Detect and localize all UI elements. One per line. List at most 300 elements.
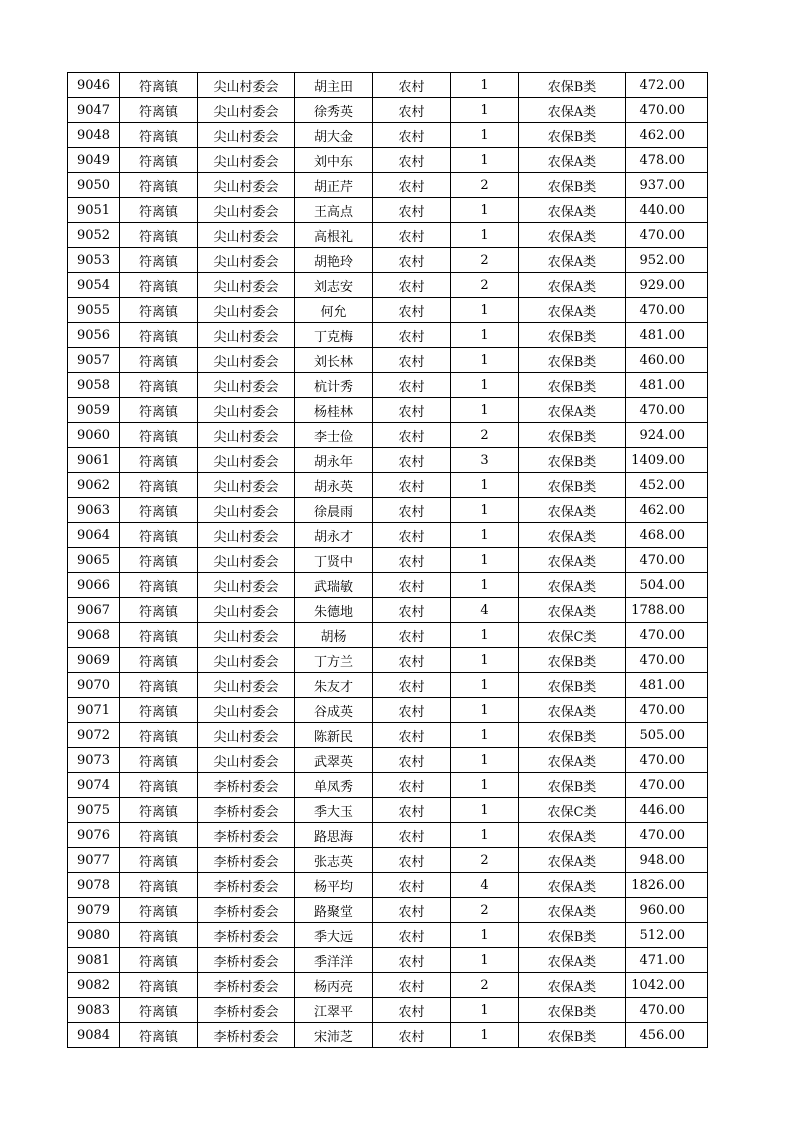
amount-cell: 481.00 xyxy=(626,673,708,698)
amount-cell: 472.00 xyxy=(626,73,708,98)
name-cell: 胡主田 xyxy=(295,73,373,98)
town-cell: 符离镇 xyxy=(120,373,198,398)
village-committee-cell: 李桥村委会 xyxy=(198,798,295,823)
category-cell: 农保B类 xyxy=(519,773,626,798)
amount-cell: 505.00 xyxy=(626,723,708,748)
area-type-cell: 农村 xyxy=(373,423,451,448)
table-row xyxy=(68,248,708,273)
town-cell: 符离镇 xyxy=(120,223,198,248)
village-committee-cell: 李桥村委会 xyxy=(198,1023,295,1048)
table-row xyxy=(68,698,708,723)
table-row xyxy=(68,898,708,923)
row-number-cell: 9064 xyxy=(68,523,120,548)
category-cell: 农保C类 xyxy=(519,798,626,823)
household-size-cell: 1 xyxy=(451,1023,519,1048)
row-number-cell: 9082 xyxy=(68,973,120,998)
data-table xyxy=(67,72,708,1048)
row-number-cell: 9047 xyxy=(68,98,120,123)
table-row xyxy=(68,98,708,123)
household-size-cell: 1 xyxy=(451,348,519,373)
table-row xyxy=(68,998,708,1023)
area-type-cell: 农村 xyxy=(373,173,451,198)
table-row xyxy=(68,448,708,473)
household-size-cell: 2 xyxy=(451,898,519,923)
row-number-cell: 9054 xyxy=(68,273,120,298)
category-cell: 农保B类 xyxy=(519,673,626,698)
household-size-cell: 1 xyxy=(451,223,519,248)
town-cell: 符离镇 xyxy=(120,173,198,198)
household-size-cell: 1 xyxy=(451,623,519,648)
category-cell: 农保A类 xyxy=(519,148,626,173)
village-committee-cell: 李桥村委会 xyxy=(198,898,295,923)
household-size-cell: 2 xyxy=(451,173,519,198)
amount-cell: 481.00 xyxy=(626,373,708,398)
row-number-cell: 9063 xyxy=(68,498,120,523)
category-cell: 农保B类 xyxy=(519,348,626,373)
area-type-cell: 农村 xyxy=(373,348,451,373)
amount-cell: 440.00 xyxy=(626,198,708,223)
row-number-cell: 9055 xyxy=(68,298,120,323)
household-size-cell: 3 xyxy=(451,448,519,473)
household-size-cell: 1 xyxy=(451,148,519,173)
name-cell: 徐秀英 xyxy=(295,98,373,123)
household-size-cell: 1 xyxy=(451,648,519,673)
amount-cell: 512.00 xyxy=(626,923,708,948)
town-cell: 符离镇 xyxy=(120,123,198,148)
village-committee-cell: 李桥村委会 xyxy=(198,823,295,848)
row-number-cell: 9071 xyxy=(68,698,120,723)
amount-cell: 471.00 xyxy=(626,948,708,973)
amount-cell: 470.00 xyxy=(626,648,708,673)
amount-cell: 462.00 xyxy=(626,123,708,148)
name-cell: 李士俭 xyxy=(295,423,373,448)
household-size-cell: 1 xyxy=(451,498,519,523)
table-row xyxy=(68,748,708,773)
area-type-cell: 农村 xyxy=(373,973,451,998)
category-cell: 农保A类 xyxy=(519,898,626,923)
row-number-cell: 9076 xyxy=(68,823,120,848)
table-body xyxy=(68,73,708,1048)
name-cell: 胡正芹 xyxy=(295,173,373,198)
town-cell: 符离镇 xyxy=(120,848,198,873)
area-type-cell: 农村 xyxy=(373,748,451,773)
table-row xyxy=(68,198,708,223)
row-number-cell: 9077 xyxy=(68,848,120,873)
name-cell: 胡永年 xyxy=(295,448,373,473)
town-cell: 符离镇 xyxy=(120,998,198,1023)
name-cell: 杭计秀 xyxy=(295,373,373,398)
household-size-cell: 2 xyxy=(451,848,519,873)
category-cell: 农保B类 xyxy=(519,723,626,748)
name-cell: 武瑞敏 xyxy=(295,573,373,598)
category-cell: 农保A类 xyxy=(519,948,626,973)
row-number-cell: 9050 xyxy=(68,173,120,198)
area-type-cell: 农村 xyxy=(373,823,451,848)
village-committee-cell: 李桥村委会 xyxy=(198,773,295,798)
row-number-cell: 9079 xyxy=(68,898,120,923)
row-number-cell: 9048 xyxy=(68,123,120,148)
household-size-cell: 1 xyxy=(451,773,519,798)
town-cell: 符离镇 xyxy=(120,1023,198,1048)
amount-cell: 470.00 xyxy=(626,623,708,648)
table-row xyxy=(68,123,708,148)
household-size-cell: 1 xyxy=(451,573,519,598)
amount-cell: 446.00 xyxy=(626,798,708,823)
table-row xyxy=(68,948,708,973)
category-cell: 农保A类 xyxy=(519,498,626,523)
area-type-cell: 农村 xyxy=(373,223,451,248)
household-size-cell: 1 xyxy=(451,823,519,848)
name-cell: 胡永英 xyxy=(295,473,373,498)
table-row xyxy=(68,348,708,373)
row-number-cell: 9051 xyxy=(68,198,120,223)
village-committee-cell: 尖山村委会 xyxy=(198,198,295,223)
town-cell: 符离镇 xyxy=(120,473,198,498)
row-number-cell: 9075 xyxy=(68,798,120,823)
town-cell: 符离镇 xyxy=(120,423,198,448)
town-cell: 符离镇 xyxy=(120,598,198,623)
name-cell: 季洋洋 xyxy=(295,948,373,973)
amount-cell: 470.00 xyxy=(626,223,708,248)
area-type-cell: 农村 xyxy=(373,448,451,473)
table-row xyxy=(68,573,708,598)
village-committee-cell: 李桥村委会 xyxy=(198,873,295,898)
household-size-cell: 2 xyxy=(451,248,519,273)
area-type-cell: 农村 xyxy=(373,323,451,348)
table-row xyxy=(68,823,708,848)
row-number-cell: 9052 xyxy=(68,223,120,248)
table-row xyxy=(68,548,708,573)
category-cell: 农保B类 xyxy=(519,123,626,148)
table-row xyxy=(68,373,708,398)
name-cell: 张志英 xyxy=(295,848,373,873)
row-number-cell: 9067 xyxy=(68,598,120,623)
category-cell: 农保B类 xyxy=(519,373,626,398)
area-type-cell: 农村 xyxy=(373,773,451,798)
category-cell: 农保A类 xyxy=(519,223,626,248)
amount-cell: 1409.00 xyxy=(626,448,708,473)
table-row xyxy=(68,873,708,898)
category-cell: 农保A类 xyxy=(519,248,626,273)
table-row xyxy=(68,398,708,423)
village-committee-cell: 尖山村委会 xyxy=(198,148,295,173)
area-type-cell: 农村 xyxy=(373,248,451,273)
town-cell: 符离镇 xyxy=(120,548,198,573)
household-size-cell: 1 xyxy=(451,373,519,398)
town-cell: 符离镇 xyxy=(120,498,198,523)
row-number-cell: 9062 xyxy=(68,473,120,498)
town-cell: 符离镇 xyxy=(120,248,198,273)
household-size-cell: 1 xyxy=(451,948,519,973)
category-cell: 农保A类 xyxy=(519,548,626,573)
category-cell: 农保A类 xyxy=(519,748,626,773)
household-size-cell: 1 xyxy=(451,923,519,948)
table-row xyxy=(68,498,708,523)
area-type-cell: 农村 xyxy=(373,673,451,698)
table-row xyxy=(68,973,708,998)
village-committee-cell: 尖山村委会 xyxy=(198,623,295,648)
row-number-cell: 9049 xyxy=(68,148,120,173)
table-row xyxy=(68,73,708,98)
household-size-cell: 1 xyxy=(451,323,519,348)
village-committee-cell: 尖山村委会 xyxy=(198,648,295,673)
category-cell: 农保A类 xyxy=(519,398,626,423)
name-cell: 谷成英 xyxy=(295,698,373,723)
area-type-cell: 农村 xyxy=(373,848,451,873)
town-cell: 符离镇 xyxy=(120,873,198,898)
amount-cell: 478.00 xyxy=(626,148,708,173)
category-cell: 农保A类 xyxy=(519,298,626,323)
area-type-cell: 农村 xyxy=(373,648,451,673)
village-committee-cell: 尖山村委会 xyxy=(198,73,295,98)
area-type-cell: 农村 xyxy=(373,573,451,598)
town-cell: 符离镇 xyxy=(120,673,198,698)
table-row xyxy=(68,473,708,498)
amount-cell: 1042.00 xyxy=(626,973,708,998)
town-cell: 符离镇 xyxy=(120,348,198,373)
table-row xyxy=(68,148,708,173)
name-cell: 路聚堂 xyxy=(295,898,373,923)
village-committee-cell: 尖山村委会 xyxy=(198,98,295,123)
household-size-cell: 4 xyxy=(451,598,519,623)
amount-cell: 1826.00 xyxy=(626,873,708,898)
row-number-cell: 9083 xyxy=(68,998,120,1023)
name-cell: 季大玉 xyxy=(295,798,373,823)
area-type-cell: 农村 xyxy=(373,298,451,323)
table-row xyxy=(68,523,708,548)
town-cell: 符离镇 xyxy=(120,198,198,223)
row-number-cell: 9057 xyxy=(68,348,120,373)
town-cell: 符离镇 xyxy=(120,98,198,123)
area-type-cell: 农村 xyxy=(373,198,451,223)
village-committee-cell: 尖山村委会 xyxy=(198,323,295,348)
row-number-cell: 9084 xyxy=(68,1023,120,1048)
household-size-cell: 1 xyxy=(451,98,519,123)
household-size-cell: 1 xyxy=(451,673,519,698)
name-cell: 胡杨 xyxy=(295,623,373,648)
row-number-cell: 9046 xyxy=(68,73,120,98)
name-cell: 徐晨雨 xyxy=(295,498,373,523)
town-cell: 符离镇 xyxy=(120,698,198,723)
table-row xyxy=(68,298,708,323)
area-type-cell: 农村 xyxy=(373,623,451,648)
name-cell: 刘志安 xyxy=(295,273,373,298)
amount-cell: 481.00 xyxy=(626,323,708,348)
area-type-cell: 农村 xyxy=(373,548,451,573)
category-cell: 农保B类 xyxy=(519,923,626,948)
name-cell: 丁方兰 xyxy=(295,648,373,673)
village-committee-cell: 李桥村委会 xyxy=(198,998,295,1023)
town-cell: 符离镇 xyxy=(120,923,198,948)
name-cell: 杨平均 xyxy=(295,873,373,898)
row-number-cell: 9078 xyxy=(68,873,120,898)
table-row xyxy=(68,273,708,298)
area-type-cell: 农村 xyxy=(373,598,451,623)
household-size-cell: 4 xyxy=(451,873,519,898)
town-cell: 符离镇 xyxy=(120,798,198,823)
row-number-cell: 9080 xyxy=(68,923,120,948)
amount-cell: 948.00 xyxy=(626,848,708,873)
village-committee-cell: 尖山村委会 xyxy=(198,698,295,723)
area-type-cell: 农村 xyxy=(373,98,451,123)
household-size-cell: 1 xyxy=(451,798,519,823)
name-cell: 陈新民 xyxy=(295,723,373,748)
village-committee-cell: 尖山村委会 xyxy=(198,673,295,698)
village-committee-cell: 尖山村委会 xyxy=(198,123,295,148)
town-cell: 符离镇 xyxy=(120,948,198,973)
village-committee-cell: 李桥村委会 xyxy=(198,973,295,998)
town-cell: 符离镇 xyxy=(120,323,198,348)
household-size-cell: 1 xyxy=(451,723,519,748)
category-cell: 农保B类 xyxy=(519,473,626,498)
name-cell: 胡永才 xyxy=(295,523,373,548)
table-row xyxy=(68,1023,708,1048)
town-cell: 符离镇 xyxy=(120,398,198,423)
village-committee-cell: 李桥村委会 xyxy=(198,923,295,948)
table-row xyxy=(68,223,708,248)
area-type-cell: 农村 xyxy=(373,998,451,1023)
area-type-cell: 农村 xyxy=(373,1023,451,1048)
category-cell: 农保A类 xyxy=(519,848,626,873)
name-cell: 单凤秀 xyxy=(295,773,373,798)
amount-cell: 470.00 xyxy=(626,398,708,423)
area-type-cell: 农村 xyxy=(373,898,451,923)
amount-cell: 470.00 xyxy=(626,998,708,1023)
category-cell: 农保B类 xyxy=(519,173,626,198)
amount-cell: 452.00 xyxy=(626,473,708,498)
row-number-cell: 9059 xyxy=(68,398,120,423)
row-number-cell: 9074 xyxy=(68,773,120,798)
town-cell: 符离镇 xyxy=(120,73,198,98)
amount-cell: 929.00 xyxy=(626,273,708,298)
name-cell: 胡大金 xyxy=(295,123,373,148)
area-type-cell: 农村 xyxy=(373,398,451,423)
village-committee-cell: 尖山村委会 xyxy=(198,348,295,373)
table-row xyxy=(68,623,708,648)
household-size-cell: 1 xyxy=(451,548,519,573)
town-cell: 符离镇 xyxy=(120,973,198,998)
amount-cell: 462.00 xyxy=(626,498,708,523)
name-cell: 何允 xyxy=(295,298,373,323)
village-committee-cell: 尖山村委会 xyxy=(198,548,295,573)
village-committee-cell: 尖山村委会 xyxy=(198,498,295,523)
town-cell: 符离镇 xyxy=(120,573,198,598)
row-number-cell: 9070 xyxy=(68,673,120,698)
category-cell: 农保A类 xyxy=(519,823,626,848)
household-size-cell: 1 xyxy=(451,748,519,773)
name-cell: 宋沛芝 xyxy=(295,1023,373,1048)
household-size-cell: 1 xyxy=(451,298,519,323)
name-cell: 季大远 xyxy=(295,923,373,948)
household-size-cell: 1 xyxy=(451,698,519,723)
row-number-cell: 9061 xyxy=(68,448,120,473)
village-committee-cell: 尖山村委会 xyxy=(198,398,295,423)
table-row xyxy=(68,673,708,698)
name-cell: 朱友才 xyxy=(295,673,373,698)
area-type-cell: 农村 xyxy=(373,523,451,548)
name-cell: 杨桂林 xyxy=(295,398,373,423)
amount-cell: 470.00 xyxy=(626,823,708,848)
category-cell: 农保A类 xyxy=(519,698,626,723)
table-row xyxy=(68,648,708,673)
household-size-cell: 1 xyxy=(451,998,519,1023)
category-cell: 农保B类 xyxy=(519,448,626,473)
amount-cell: 460.00 xyxy=(626,348,708,373)
household-size-cell: 1 xyxy=(451,198,519,223)
town-cell: 符离镇 xyxy=(120,723,198,748)
area-type-cell: 农村 xyxy=(373,873,451,898)
name-cell: 高根礼 xyxy=(295,223,373,248)
table-row xyxy=(68,598,708,623)
name-cell: 江翠平 xyxy=(295,998,373,1023)
category-cell: 农保A类 xyxy=(519,573,626,598)
household-size-cell: 1 xyxy=(451,398,519,423)
area-type-cell: 农村 xyxy=(373,473,451,498)
category-cell: 农保A类 xyxy=(519,523,626,548)
amount-cell: 456.00 xyxy=(626,1023,708,1048)
area-type-cell: 农村 xyxy=(373,73,451,98)
village-committee-cell: 尖山村委会 xyxy=(198,373,295,398)
category-cell: 农保B类 xyxy=(519,1023,626,1048)
town-cell: 符离镇 xyxy=(120,648,198,673)
town-cell: 符离镇 xyxy=(120,148,198,173)
table-row xyxy=(68,423,708,448)
town-cell: 符离镇 xyxy=(120,273,198,298)
area-type-cell: 农村 xyxy=(373,498,451,523)
name-cell: 丁贤中 xyxy=(295,548,373,573)
category-cell: 农保A类 xyxy=(519,198,626,223)
name-cell: 丁克梅 xyxy=(295,323,373,348)
category-cell: 农保B类 xyxy=(519,998,626,1023)
name-cell: 朱德地 xyxy=(295,598,373,623)
village-committee-cell: 尖山村委会 xyxy=(198,173,295,198)
row-number-cell: 9068 xyxy=(68,623,120,648)
row-number-cell: 9073 xyxy=(68,748,120,773)
amount-cell: 470.00 xyxy=(626,748,708,773)
village-committee-cell: 尖山村委会 xyxy=(198,273,295,298)
category-cell: 农保A类 xyxy=(519,598,626,623)
amount-cell: 1788.00 xyxy=(626,598,708,623)
village-committee-cell: 尖山村委会 xyxy=(198,523,295,548)
household-size-cell: 2 xyxy=(451,973,519,998)
town-cell: 符离镇 xyxy=(120,748,198,773)
row-number-cell: 9066 xyxy=(68,573,120,598)
village-committee-cell: 尖山村委会 xyxy=(198,748,295,773)
village-committee-cell: 尖山村委会 xyxy=(198,248,295,273)
town-cell: 符离镇 xyxy=(120,298,198,323)
household-size-cell: 1 xyxy=(451,73,519,98)
village-committee-cell: 尖山村委会 xyxy=(198,473,295,498)
household-size-cell: 1 xyxy=(451,473,519,498)
area-type-cell: 农村 xyxy=(373,698,451,723)
amount-cell: 470.00 xyxy=(626,98,708,123)
row-number-cell: 9081 xyxy=(68,948,120,973)
area-type-cell: 农村 xyxy=(373,798,451,823)
area-type-cell: 农村 xyxy=(373,948,451,973)
town-cell: 符离镇 xyxy=(120,823,198,848)
household-size-cell: 2 xyxy=(451,273,519,298)
amount-cell: 952.00 xyxy=(626,248,708,273)
village-committee-cell: 尖山村委会 xyxy=(198,223,295,248)
village-committee-cell: 尖山村委会 xyxy=(198,448,295,473)
category-cell: 农保A类 xyxy=(519,273,626,298)
amount-cell: 960.00 xyxy=(626,898,708,923)
village-committee-cell: 尖山村委会 xyxy=(198,573,295,598)
table-row xyxy=(68,173,708,198)
area-type-cell: 农村 xyxy=(373,148,451,173)
amount-cell: 937.00 xyxy=(626,173,708,198)
table-row xyxy=(68,773,708,798)
